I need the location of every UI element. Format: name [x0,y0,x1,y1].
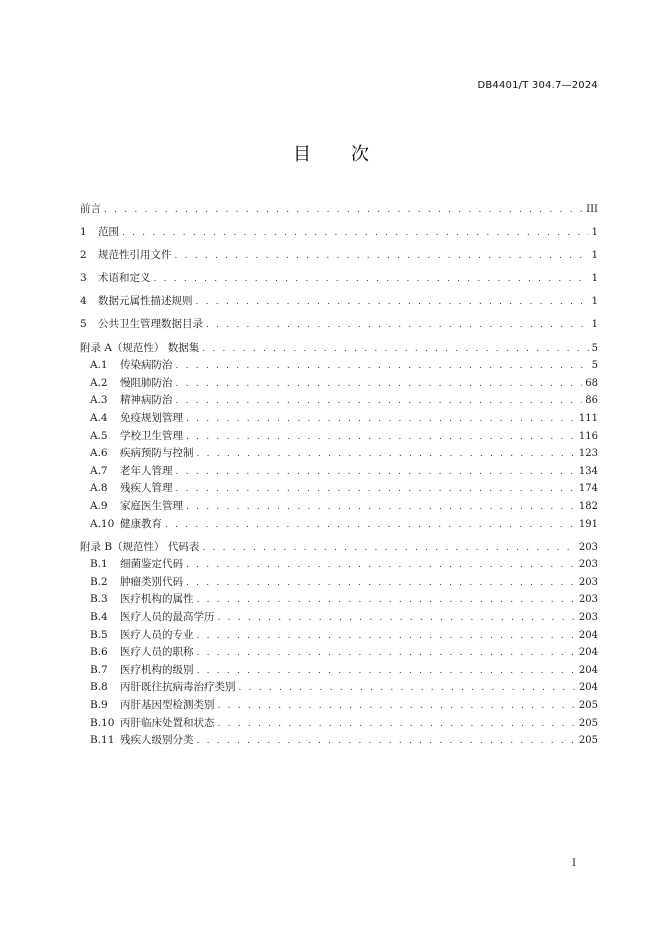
toc-entry-number: A.9 [90,499,108,512]
toc-entry-number: B.2 [90,575,108,588]
toc-leader-dots [197,663,576,680]
toc-entry-page: 203 [578,559,598,571]
toc-entry[interactable] [80,679,598,697]
toc-entry-number: A.2 [90,376,108,389]
toc-entry-page: 203 [578,611,598,623]
toc-entry-number: A.5 [90,429,108,442]
toc-entry-label: 医疗人员的职称 [120,646,194,659]
toc-entry-number: B.4 [90,610,108,623]
toc-entry-label: 医疗人员的专业 [120,628,194,641]
toc-entry-page: 204 [578,629,598,641]
toc-entry-page: 203 [578,576,598,588]
toc-leader-dots [202,540,576,557]
toc-entry-label: 医疗人员的最高学历 [120,610,215,623]
toc-entry-label: 附录 B（规范性） 代码表 [80,540,200,553]
toc-entry-label: 家庭医生管理 [120,499,183,512]
toc-entry-page: 1 [591,296,598,308]
toc-entry[interactable] [80,498,598,516]
toc-leader-dots [206,317,589,334]
toc-entry-page: 1 [591,227,598,239]
toc-entry-page: 205 [578,735,598,747]
toc-entry-label: 精神病防治 [120,394,173,407]
toc-leader-dots [197,645,576,662]
toc-entry-label: 传染病防治 [120,359,173,372]
toc-leader-dots [176,358,589,375]
document-id: DB4401/T 304.7—2024 [477,80,598,91]
toc-leader-dots [197,592,576,609]
title-char-2: 次 [351,144,369,165]
toc-leader-dots [197,733,576,750]
toc-leader-dots [176,481,576,498]
toc-leader-dots [239,680,576,697]
toc-leader-dots [186,557,576,574]
toc-leader-dots [175,248,589,265]
toc-entry-page: 204 [578,647,598,659]
toc-entry-number: 5 [80,318,87,331]
toc-entry-number: B.5 [90,628,108,641]
toc-entry-label: 附录 A（规范性） 数据集 [80,341,200,354]
toc-entry[interactable] [80,201,598,219]
toc-entry[interactable] [80,539,598,557]
toc-entry-page: 1 [591,250,598,262]
toc-leader-dots [218,716,576,733]
toc-entry-page: 204 [578,682,598,694]
toc-entry-label: 残疾人级别分类 [120,734,194,747]
toc-entry-number: A.6 [90,447,108,460]
toc-leader-dots [176,376,583,393]
toc-entry-number: A.4 [90,411,108,424]
toc-entry[interactable] [80,340,598,358]
toc-entry-page: 1 [591,273,598,285]
toc-entry[interactable] [80,357,598,375]
toc-entry[interactable] [80,609,598,627]
toc-entry-page: 191 [578,518,598,530]
toc-entry-number: A.7 [90,464,108,477]
toc-entry-number: A.1 [90,359,108,372]
page-title [0,140,662,166]
toc-entry-page: 205 [578,699,598,711]
toc-leader-dots [202,341,588,358]
toc-leader-dots [104,202,583,219]
toc-leader-dots [176,464,576,481]
toc-entry-label: 疾病预防与控制 [120,447,194,460]
toc-leader-dots [154,271,589,288]
toc-entry-label: 数据元属性描述规则 [98,295,193,308]
title-char-1: 目 [293,144,311,165]
toc-entry[interactable] [80,445,598,463]
toc-entry-label: 规范性引用文件 [98,249,172,262]
toc-entry-number: B.11 [90,734,115,747]
toc-entry-page: 182 [578,500,598,512]
toc-entry[interactable] [80,732,598,750]
toc-entry-number: B.6 [90,646,108,659]
toc-leader-dots [218,610,576,627]
toc-entry-number: B.7 [90,663,108,676]
toc-entry[interactable] [80,480,598,498]
toc-leader-dots [186,499,576,516]
toc-entry[interactable] [80,697,598,715]
toc-entry-number: B.8 [90,681,108,694]
toc-entry-label: 肿瘤类别代码 [120,575,183,588]
toc-entry-number: B.1 [90,558,108,571]
toc-entry-page: 203 [578,541,598,553]
toc-entry-page: 205 [578,717,598,729]
toc-leader-dots [122,225,589,242]
toc-leader-dots [197,628,576,645]
toc-entry-label: 老年人管理 [120,464,173,477]
toc-entry[interactable] [80,627,598,645]
toc-entry[interactable] [80,715,598,733]
toc-entry-number: 4 [80,295,87,308]
toc-entry[interactable] [80,662,598,680]
toc-leader-dots [165,517,576,534]
toc-entry-label: 范围 [98,226,119,239]
toc-entry-label: 丙肝临床处置和状态 [120,716,215,729]
toc-entry[interactable] [80,574,598,592]
table-of-contents [80,201,598,750]
toc-entry[interactable] [80,556,598,574]
footer-page-number: I [572,858,576,869]
toc-entry-label: 免疫规划管理 [120,411,183,424]
toc-leader-dots [218,698,576,715]
toc-entry-page: 174 [578,483,598,495]
toc-entry-label: 丙肝既往抗病毒治疗类别 [120,681,236,694]
toc-entry-label: 残疾人管理 [120,482,173,495]
toc-entry[interactable] [80,463,598,481]
toc-entry-page: 116 [578,430,598,442]
toc-entry[interactable] [80,591,598,609]
toc-leader-dots [186,429,576,446]
toc-entry-label: 前言 [80,203,101,215]
toc-entry-label: 健康教育 [120,517,162,530]
toc-entry-page: 86 [585,395,598,407]
toc-entry-page: 134 [578,465,598,477]
toc-entry-number: B.3 [90,593,108,606]
toc-entry[interactable] [80,293,598,311]
toc-entry[interactable] [80,316,598,334]
toc-entry-label: 丙肝基因型检测类别 [120,698,215,711]
toc-entry-page: 123 [578,448,598,460]
toc-entry-number: 3 [80,272,87,285]
toc-entry-number: B.10 [90,716,115,729]
toc-entry-page: III [586,204,598,215]
toc-entry-number: B.9 [90,698,108,711]
toc-entry-label: 公共卫生管理数据目录 [98,318,203,331]
toc-entry-label: 学校卫生管理 [120,429,183,442]
toc-entry-page: 203 [578,594,598,606]
toc-entry-number: A.10 [90,517,115,530]
toc-leader-dots [197,446,576,463]
toc-entry-page: 204 [578,664,598,676]
toc-entry-number: A.3 [90,394,108,407]
toc-leader-dots [176,393,583,410]
toc-leader-dots [186,575,576,592]
toc-entry[interactable] [80,410,598,428]
toc-leader-dots [196,294,589,311]
toc-entry-label: 医疗机构的属性 [120,593,194,606]
toc-entry[interactable] [80,247,598,265]
toc-entry[interactable] [80,392,598,410]
toc-entry-label: 慢阻肺防治 [120,376,173,389]
toc-leader-dots [186,411,576,428]
toc-entry-page: 5 [591,342,598,354]
toc-entry[interactable] [80,516,598,534]
toc-entry[interactable] [80,224,598,242]
toc-entry-page: 5 [591,360,598,372]
toc-entry[interactable] [80,644,598,662]
toc-entry[interactable] [80,428,598,446]
toc-entry-page: 68 [585,377,598,389]
toc-entry-page: 111 [578,412,598,424]
toc-entry-page: 1 [591,319,598,331]
toc-entry-number: A.8 [90,482,108,495]
toc-entry[interactable] [80,270,598,288]
toc-entry[interactable] [80,375,598,393]
toc-entry-label: 细菌鉴定代码 [120,558,183,571]
toc-entry-number: 1 [80,226,87,239]
toc-entry-label: 医疗机构的级别 [120,663,194,676]
toc-entry-number: 2 [80,249,87,262]
toc-entry-label: 术语和定义 [98,272,151,285]
